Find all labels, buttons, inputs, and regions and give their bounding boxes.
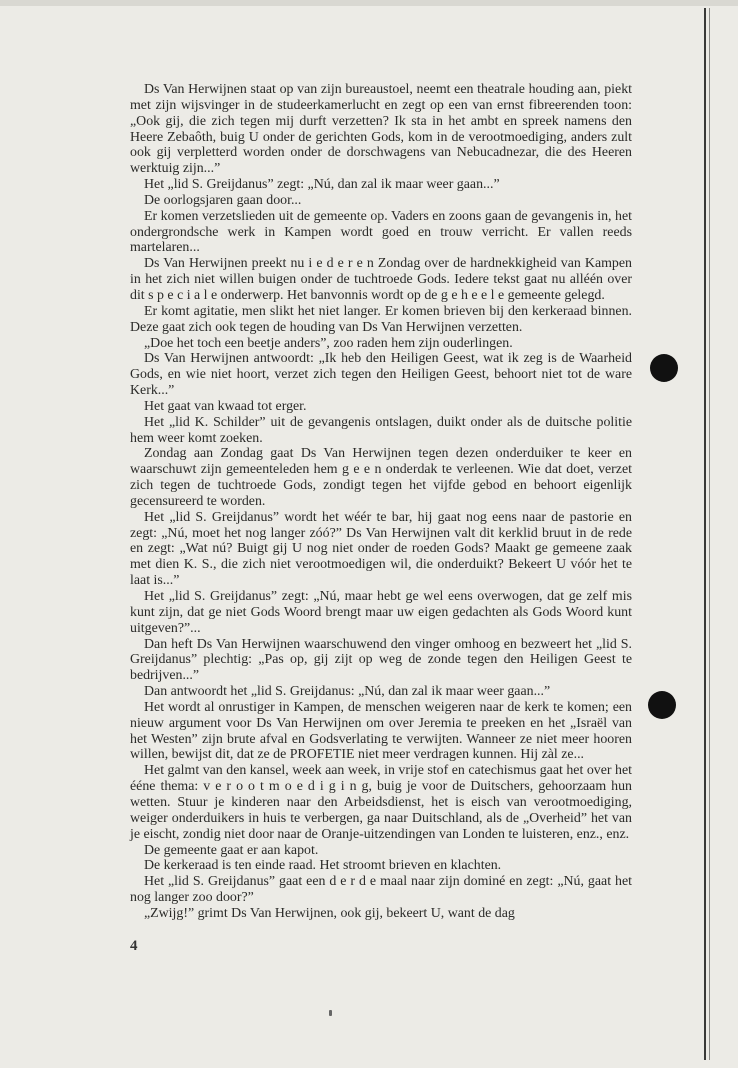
paragraph: Het „lid S. Greijdanus” wordt het wéér te bar, hij gaat nog eens naar de pastorie en zegt: „Nú, moet het nog langer zóó?” Ds Van Herwijnen valt dit kerklid bruut in de rede en zegt: „Wat nú? Buigt gij U nog niet onder de roeden Gods? Maakt ge gemeene zaak met dien K. S., die zich niet verootmoedigen wil, die onderduikt? Bekeert U vóór het te laat is...”	[130, 509, 632, 589]
paragraph: Dan heft Ds Van Herwijnen waarschuwend den vinger omhoog en bezweert het „lid S. Greijdanus” plechtig: „Pas op, gij zijt op weg de zonde tegen den Heiligen Geest te bedrijven...”	[130, 636, 632, 684]
paragraph: Het „lid S. Greijdanus” gaat een d e r d e maal naar zijn dominé en zegt: „Nú, gaat het nog langer zoo door?”	[130, 874, 632, 906]
binding-edge-line	[704, 8, 706, 1060]
paragraph: De gemeente gaat er aan kapot.	[144, 842, 319, 858]
paragraph: Het „lid S. Greijdanus” zegt: „Nú, maar hebt ge wel eens overwogen, dat ge zelf mis kunt zijn, dat ge niet Gods Woord brengt maar uw eigen gedachten als Gods Woord kunt uitgeven?”...	[130, 589, 632, 636]
paragraph: Zondag aan Zondag gaat Ds Van Herwijnen tegen dezen onderduiker te keer en waarschuwt zijn gemeenteleden hem g e e n onderdak te verleenen. Wie dat doet, verzet zich tegen de tuchtroede Gods, zondigt tegen het vijfde gebod en behoort eigenlijk gecensureerd te worden.	[130, 446, 632, 509]
binding-edge-line-inner	[709, 8, 710, 1060]
body-text	[130, 82, 632, 922]
paragraph: De oorlogsjaren gaan door...	[144, 192, 302, 208]
paragraph: Het „lid K. Schilder” uit de gevangenis ontslagen, duikt onder als de duitsche politie hem weer komt zoeken.	[130, 414, 632, 446]
ink-speck	[329, 1010, 332, 1016]
page-top-edge	[0, 0, 738, 6]
paragraph: Het wordt al onrustiger in Kampen, de menschen weigeren naar de kerk te komen; een nieuw argument voor Ds Van Herwijnen om over Jeremia te preeken en het „Israël van het Westen” zijn brute afval en Godsverlating te verwijten. Wanneer ze niet meer hooren willen, bewijst dit, dat ze de PROFETIE niet meer verdragen kunnen. Hij zàl ze...	[130, 699, 632, 763]
paragraph: Dan antwoordt het „lid S. Greijdanus: „Nú, dan zal ik maar weer gaan...”	[144, 684, 551, 700]
paragraph: Het „lid S. Greijdanus” zegt: „Nú, dan zal ik maar weer gaan...”	[144, 177, 500, 193]
paragraph: De kerkeraad is ten einde raad. Het stroomt brieven en klachten.	[144, 858, 502, 874]
paragraph: Er komen verzetslieden uit de gemeente op. Vaders en zoons gaan de gevangenis in, het ondergrondsche werk in Kampen wordt goed en trouw verricht. Er vallen reeds martelaren...	[130, 208, 632, 256]
paragraph: Ds Van Herwijnen preekt nu i e d e r e n Zondag over de hardnekkigheid van Kampen in het zich niet willen buigen onder de tuchtroede Gods. Iedere tekst gaat nu alléén over dit s p e c i a l e onderwerp. Het banvonnis wordt op de g e h e e l e gemeente gelegd.	[130, 256, 632, 303]
paragraph: Het gaat van kwaad tot erger.	[144, 398, 307, 414]
paragraph: Ds Van Herwijnen antwoordt: „Ik heb den Heiligen Geest, wat ik zeg is de Waarheid Gods, en wie niet hoort, verzet zich tegen den Heiligen Geest, behoort niet tot de ware Kerk...”	[130, 351, 632, 399]
paragraph: Er komt agitatie, men slikt het niet langer. Er komen brieven bij den kerkeraad binnen. Deze gaat zich ook tegen de houding van Ds Van Herwijnen verzetten.	[130, 303, 632, 335]
punch-hole-upper	[650, 354, 678, 382]
paragraph: Ds Van Herwijnen staat op van zijn bureaustoel, neemt een theatrale houding aan, piekt met zijn wijsvinger in de studeerkamerlucht en zegt op een van ernst fibreerenden toon: „Ook gij, die zich tegen mij durft verzetten? Ik sta in het ambt en spreek namens den Heere Zebaôth, buig U onder de gerichten Gods, kom in de verootmoediging, anders zult ook gij verpletterd worden onder de dorschwagens van Nebucadnezar, die des Heeren werktuig zijn...”	[130, 82, 632, 177]
paragraph: „Doe het toch een beetje anders”, zoo raden hem zijn ouderlingen.	[144, 335, 513, 351]
page-number: 4	[130, 938, 138, 954]
paragraph: Het galmt van den kansel, week aan week, in vrije stof en catechismus gaat het over het ééne thema: v e r o o t m o e d i g i n g, buig je voor de Duitschers, gehoorzaam hun wetten. Stuur je kinderen naar den Arbeidsdienst, het is eisch van verootmoediging, weiger onderduikers in huis te verbergen, ga naar Duitschland, als de „Overheid” het van je eischt, zondig niet door naar de Oranje-uitzendingen van Londen te luisteren, enz., enz.	[130, 763, 632, 842]
punch-hole-lower	[648, 691, 676, 719]
paragraph: „Zwijg!” grimt Ds Van Herwijnen, ook gij, bekeert U, want de dag	[144, 905, 515, 921]
